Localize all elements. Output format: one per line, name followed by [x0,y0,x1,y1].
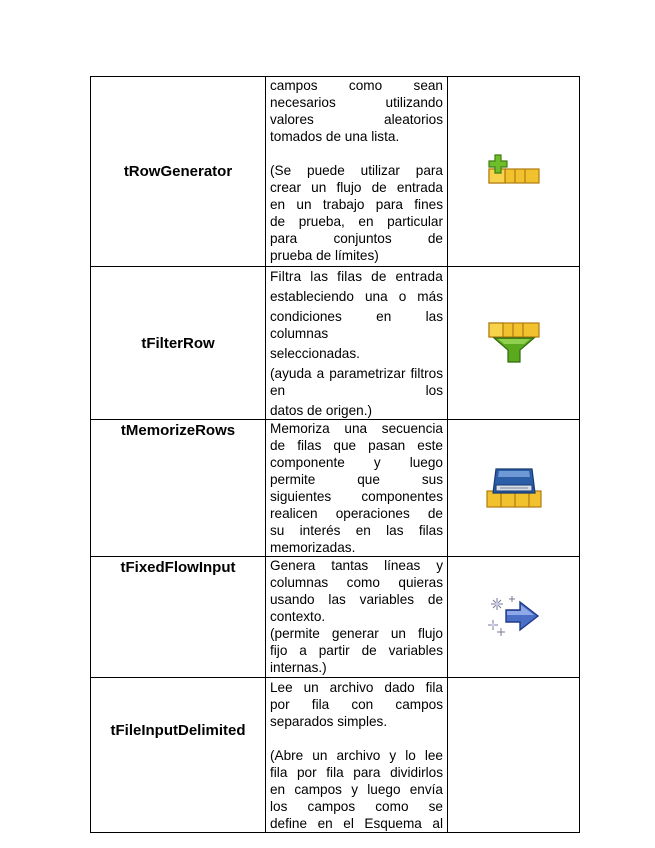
description-line: datos de origen.) [270,403,373,418]
description-line: (Se puede utilizar para [270,163,443,178]
description-line: seleccionadas. [270,346,360,361]
component-description-cell [266,77,448,267]
component-description-cell [266,420,448,557]
component-name-cell [91,420,266,557]
description-line: Genera tantas líneas y [270,558,443,573]
components-table [90,76,580,833]
description-line: memorizadas. [270,540,356,555]
filter-row-icon [486,334,542,351]
description-line: contexto. [270,609,326,624]
table-row [91,420,580,557]
description-line: campos como sean [270,78,443,93]
description-line: los campos como se [270,799,443,814]
description-line: valores aleatorios [270,112,443,127]
component-icon-cell [448,267,580,420]
component-description-cell [266,267,448,420]
description-line: (Abre un archivo y lo lee [270,748,443,763]
component-name-cell [91,678,266,833]
description-line: estableciendo una o más [270,289,443,304]
description-line: necesarios utilizando [270,95,443,110]
description-line: Lee un archivo dado fila [270,680,443,695]
description-line: separados simples. [270,714,388,729]
component-description-cell [266,678,448,833]
description-line: usando las variables de [270,592,443,607]
table-row [91,77,580,267]
description-line: fijo a partir de variables [270,643,443,658]
description-line: (ayuda a parametrizar filtros en los [270,366,443,398]
description-line: siguientes componentes [270,489,443,504]
component-name-cell [91,77,266,267]
description-line: internas.) [270,660,327,675]
component-name: tMemorizeRows [120,422,236,439]
description-line: en campos y luego envía [270,782,443,797]
component-icon-cell [448,678,580,833]
memorize-rows-icon [484,479,544,496]
description-line: componente y luego [270,455,443,470]
table-row [91,557,580,678]
description-line: (permite generar un flujo [270,626,443,641]
component-icon-cell [448,77,580,267]
description-line: permite que sus [270,472,443,487]
component-name: tFixedFlowInput [120,559,236,576]
description-line: columnas como quieras [270,575,443,590]
description-line: por fila con campos [270,697,443,712]
component-name-cell [91,557,266,678]
component-name: tFileInputDelimited [110,722,246,739]
description-line: define en el Esquema al [270,816,443,831]
component-icon-cell [448,557,580,678]
table-row [91,267,580,420]
description-line: condiciones en las columnas [270,309,443,341]
description-line: fila por fila para dividirlos [270,765,443,780]
row-generator-icon [486,163,542,180]
description-line: para conjuntos de [270,231,443,246]
component-name-cell [91,267,266,420]
description-line: crear un flujo de entrada [270,180,443,195]
component-name: tRowGenerator [123,163,233,180]
table-row [91,678,580,833]
description-line: su interés en las filas [270,523,443,538]
description-line: Filtra las filas de entrada [270,269,443,284]
fixed-flow-input-icon [486,608,542,625]
description-line: de filas que pasan este [270,438,443,453]
component-name: tFilterRow [141,334,215,352]
description-line: Memoriza una secuencia [270,421,443,436]
description-line: de prueba, en particular [270,214,443,229]
description-line: en un trabajo para fines [270,197,443,212]
description-line: tomados de una lista. [270,129,400,144]
description-line: realicen operaciones de [270,506,443,521]
description-line: prueba de límites) [270,248,379,263]
component-description-cell [266,557,448,678]
component-icon-cell [448,420,580,557]
